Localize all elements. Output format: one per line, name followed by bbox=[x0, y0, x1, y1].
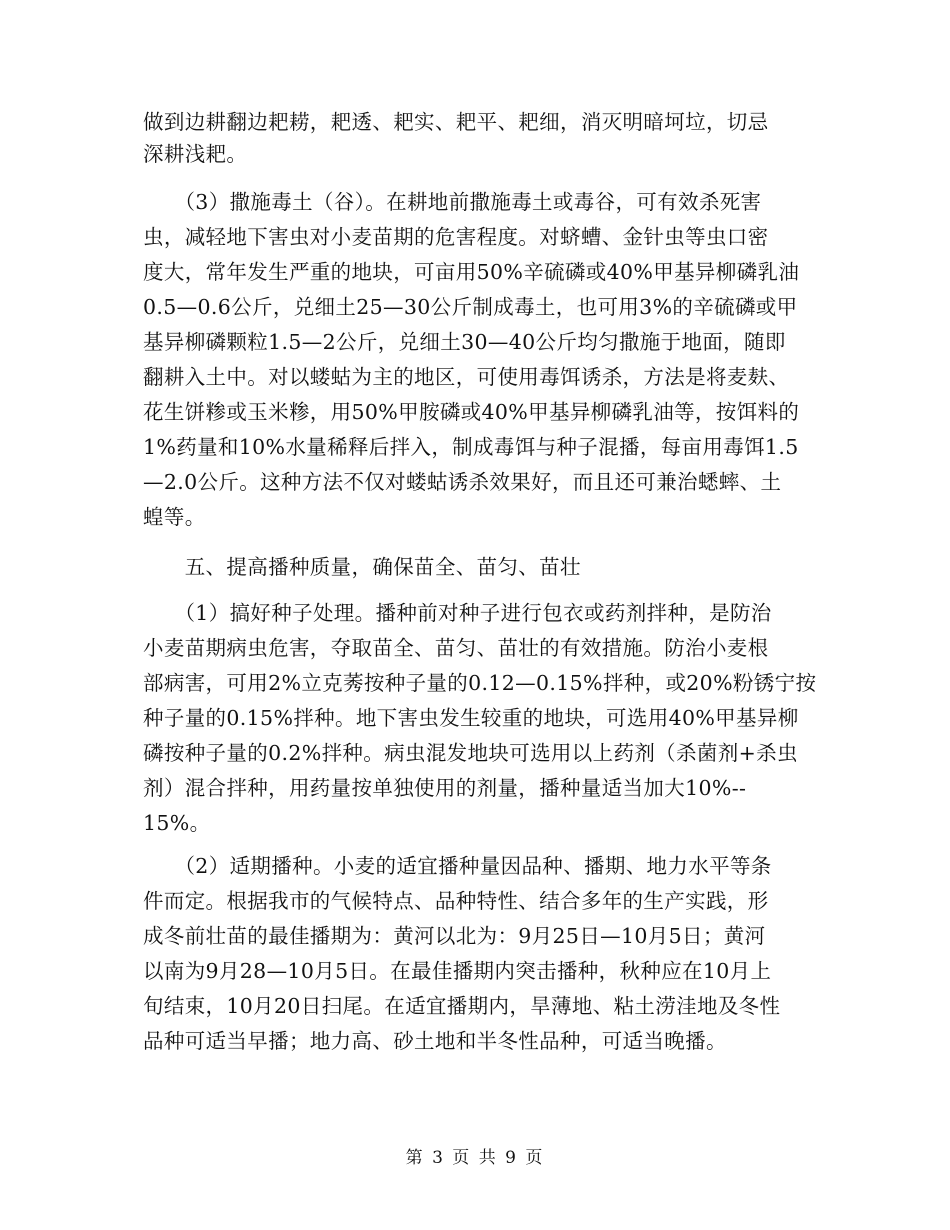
text-line: 花生饼糁或玉米糁，用50%甲胺磷或40%甲基异柳磷乳油等，按饵料的 bbox=[143, 400, 800, 424]
text-line: 件而定。根据我市的气候特点、品种特性、结合多年的生产实践，形 bbox=[143, 889, 769, 913]
text-line: 1%药量和10%水量稀释后拌入，制成毒饵与种子混播，每亩用毒饵1.5 bbox=[143, 435, 799, 459]
section-heading: 五、提高播种质量，确保苗全、苗匀、苗壮 bbox=[143, 555, 581, 579]
text-line: 蝗等。 bbox=[143, 505, 206, 529]
text-line: 做到边耕翻边耙耢，耙透、耙实、耙平、耙细，消灭明暗坷垃，切忌 bbox=[143, 110, 769, 134]
text-line: （2）适期播种。小麦的适宜播种量因品种、播期、地力水平等条 bbox=[143, 854, 772, 878]
text-line: 品种可适当早播；地力高、砂土地和半冬性品种，可适当晚播。 bbox=[143, 1029, 727, 1053]
text-line: （1）搞好种子处理。播种前对种子进行包衣或药剂拌种，是防治 bbox=[143, 601, 772, 625]
text-line: 15%。 bbox=[143, 811, 211, 835]
text-line: —2.0公斤。这种方法不仅对蝼蛄诱杀效果好，而且还可兼治蟋蟀、土 bbox=[143, 470, 782, 494]
text-line: 成冬前壮苗的最佳播期为：黄河以北为：9月25日—10月5日；黄河 bbox=[143, 924, 766, 948]
text-line: 种子量的0.15%拌种。地下害虫发生较重的地块，可选用40%甲基异柳 bbox=[143, 706, 799, 730]
text-line: 0.5—0.6公斤，兑细土25—30公斤制成毒土，也可用3%的辛硫磷或甲 bbox=[143, 295, 798, 319]
text-line: 旬结束，10月20日扫尾。在适宜播期内，旱薄地、粘土涝洼地及冬性 bbox=[143, 994, 781, 1018]
text-line: 小麦苗期病虫危害，夺取苗全、苗匀、苗壮的有效措施。防治小麦根 bbox=[143, 636, 769, 660]
page-footer: 第 3 页 共 9 页 bbox=[405, 1148, 545, 1168]
text-line: 深耕浅耙。 bbox=[143, 142, 248, 166]
text-line: 以南为9月28—10月5日。在最佳播期内突击播种，秋种应在10月上 bbox=[143, 959, 772, 983]
text-line: 磷按种子量的0.2%拌种。病虫混发地块可选用以上药剂（杀菌剂+杀虫 bbox=[143, 741, 798, 765]
text-line: 翻耕入土中。对以蝼蛄为主的地区，可使用毒饵诱杀，方法是将麦麸、 bbox=[143, 365, 790, 389]
text-line: 剂）混合拌种，用药量按单独使用的剂量，播种量适当加大10%-- bbox=[143, 776, 747, 800]
text-line: 度大，常年发生严重的地块，可亩用50%辛硫磷或40%甲基异柳磷乳油 bbox=[143, 260, 800, 284]
text-line: （3）撒施毒土（谷）。在耕地前撒施毒土或毒谷，可有效杀死害 bbox=[143, 190, 762, 214]
text-line: 虫，减轻地下害虫对小麦苗期的危害程度。对蛴螬、金针虫等虫口密 bbox=[143, 225, 769, 249]
text-line: 基异柳磷颗粒1.5—2公斤，兑细土30—40公斤均匀撒施于地面，随即 bbox=[143, 330, 786, 354]
text-line: 部病害，可用2%立克莠按种子量的0.12—0.15%拌种，或20%粉锈宁按 bbox=[143, 671, 817, 695]
